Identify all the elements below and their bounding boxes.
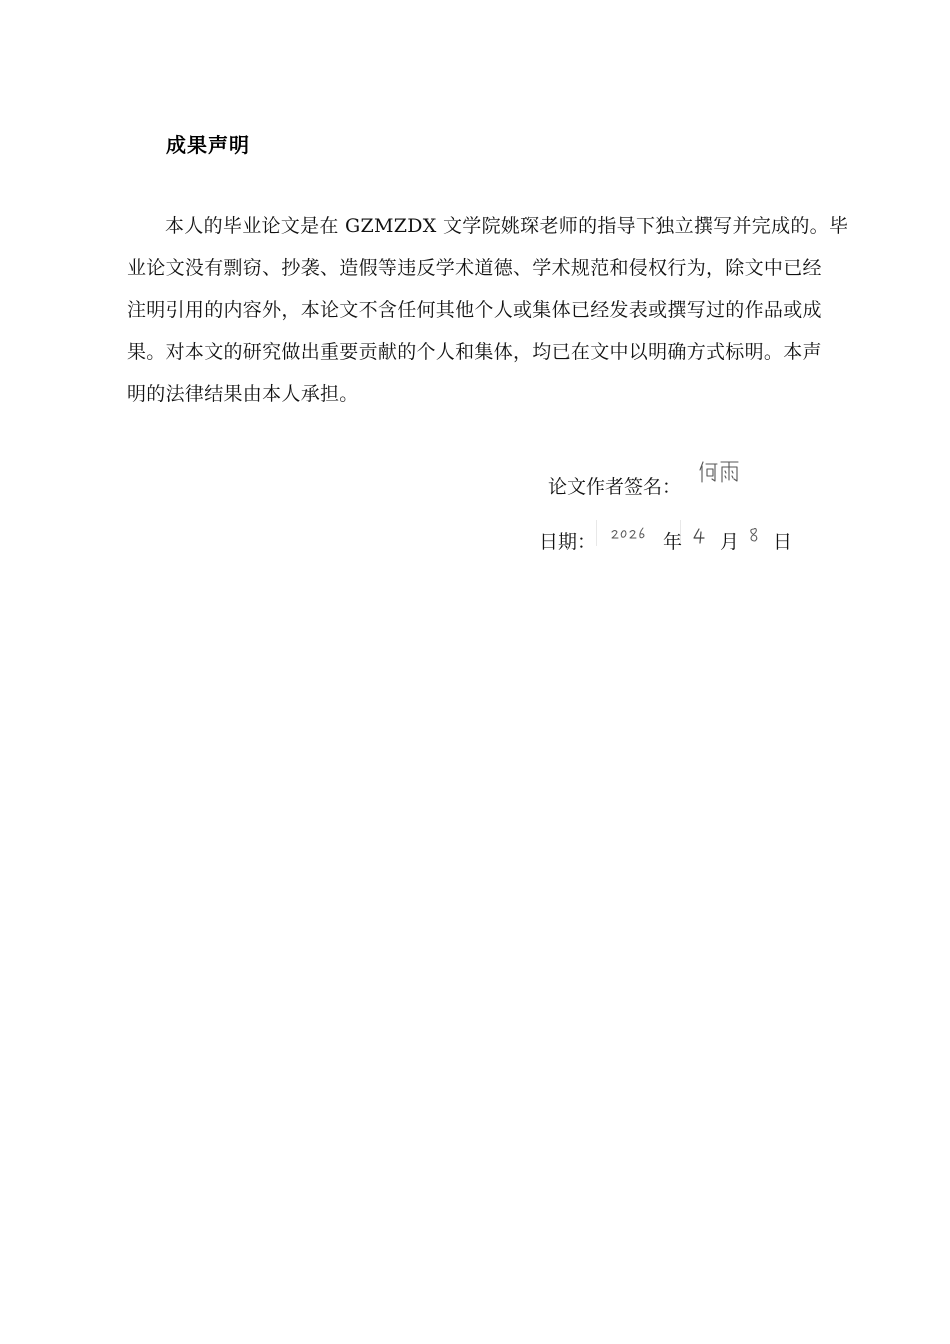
handwritten-year xyxy=(610,526,650,544)
page-title: 成果声明 xyxy=(166,133,250,157)
handwritten-signature xyxy=(697,456,741,486)
paragraph-line: 注明引用的内容外，本论文不含任何其他个人或集体已经发表或撰写过的作品或成 xyxy=(127,299,822,321)
month-char: 月 xyxy=(720,531,740,553)
handwritten-day xyxy=(747,527,761,543)
signature-label: 论文作者签名： xyxy=(548,476,682,498)
paragraph-line: 果。对本文的研究做出重要贡献的个人和集体，均已在文中以明确方式标明。本声 xyxy=(127,341,822,363)
handwritten-month xyxy=(691,527,707,545)
year-char: 年 xyxy=(663,531,683,553)
paragraph-line: 本人的毕业论文是在 GZMZDX 文学院姚琛老师的指导下独立撰写并完成的。毕 xyxy=(165,215,849,237)
paragraph-line: 明的法律结果由本人承担。 xyxy=(127,383,359,405)
declaration-paragraph xyxy=(127,205,849,415)
paragraph-line: 业论文没有剽窃、抄袭、造假等违反学术道德、学术规范和侵权行为，除文中已经 xyxy=(127,257,822,279)
date-field-edge xyxy=(596,520,597,546)
day-char: 日 xyxy=(773,531,793,553)
date-label: 日期： xyxy=(539,531,597,553)
